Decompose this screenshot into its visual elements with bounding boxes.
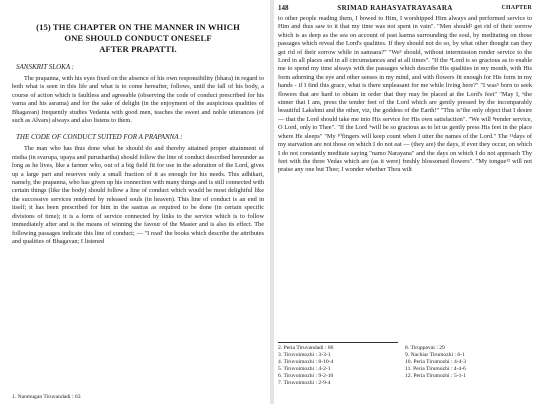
section-heading: THE CODE OF CONDUCT SUITED FOR A PRAPANNA : [16, 133, 183, 142]
chapter-heading-line: ONE SHOULD CONDUCT ONESELF [64, 33, 212, 43]
footnote: 11. Peria Tirumozhi : 4-4-6 [405, 366, 466, 373]
footnotes [12, 394, 81, 401]
footnote: 9. Nachiar Tirumozhi : 6-1 [405, 352, 465, 359]
footnote: 3. Tiruvoimozhi : 3-3-1 [278, 352, 331, 359]
footnote: 10. Peria Tirumozhi : 4-4-3 [405, 359, 467, 366]
footnote: 8. Tiruppavai : 29 [405, 345, 445, 351]
footnotes [278, 339, 532, 388]
page-number: 148 [278, 4, 289, 12]
running-title: SRIMAD RAHASYATRAYASARA [337, 4, 453, 12]
right-page [274, 0, 540, 404]
chapter-heading-line: (15) THE CHAPTER ON THE MANNER IN WHICH [36, 22, 240, 32]
sloka-paragraph: The prapanna, with his eyes fixed on the absence of his own responsibility (bhara) in regard to both what is seen in this life and what is to come hereafter, follows, until the fall of his body, a course of action which is faultless and agreeable (observing the code of conduct prescribed for his varna and his asrama) and for the sake of delight (in the enjoyment of the auspicious qualities of Bhagavan) frequently studies Vedanta with good men, teaches the sweet and noble utterances (of such as Alvars) always and also listens to them. [12, 75, 264, 125]
footnote: 7. Tiruvoimozhi : 2-9-4 [278, 380, 331, 387]
footnote: 1. Nanmugan Tiruvandadi : 63 [12, 394, 81, 400]
footnote: 6. Tiruvoimozhi : 9-2-10 [278, 373, 334, 380]
footnote-column-right [405, 345, 532, 388]
chapter-heading-line: AFTER PRAPATTI. [99, 44, 177, 54]
footnote: 4. Tiruvoimozhi : 8-10-4 [278, 359, 334, 366]
running-head [278, 4, 532, 13]
footnote: 12. Peria Tirumozhi : 5-1-1 [405, 373, 467, 380]
body-paragraph: to other people reading them, I bowed to Him, I worshipped Him always and performed service to Him and thus saw to it that my time was not spent in vain". "Men should² get rid of their sorrow which is as deep as the sea on account of past karma surrounding the soul, by meditating on those passages which reveal the Lord's qualities. If they should not do so, by what other thought can they get rid of their sorrow while in samsara?" "We³ should, without intermission render service to the Lord in all places and in all circumstances and at all times". "If the ⁴Lord is so gracious as to enable me to spend my time always with the passages which describe His qualities in my mouth, with His form adorning the eye and other senses in my mind, and with flowers fit enough for His form in my hands - if I find this grace, what is there unpleasant for me while living here?" "I was⁵ born to seek flowers that are hard to obtain in order that they may be placed at the Lord's feet" "May I, ⁶the sinner that I am, press the tender feet of the Lord which are gently pressed by the incomparably beautiful Lakshmi and the other, viz, the goddess of the Earth!" "This is⁷the only object that I desire — that the Lord should take me into His service for His own satisfaction". "We will ⁸render service, O Lord, only to Thee". "If the Lord ⁹will be so gracious as to let us gently press His feet in the place where He sleeps" "My ¹⁰fingers will keep count when I utter the names of the Lord." The ¹¹days of my starvation are not those on which I do not eat — (they are) the days, if ever they occur, on which I do not constantly meditate saying "namo Narayana" and the days on which I do not approach Thy feet with the three Vedas which are (as it were) freshly blossomed flowers". "My tongue¹² will not praise any one but Thee; I wonder whether Thou wilt [278, 15, 532, 174]
footnote-rule [278, 342, 398, 343]
footnote-grid [278, 345, 532, 388]
running-chapter: CHAPTER [501, 5, 532, 11]
sloka-heading: SANSKRIT SLOKA : [16, 63, 75, 71]
body-paragraph: The man who has thus done what he should do and thereby attained proper attainment of nistha (in svarupa, upaya and purushartha) should follow the line of conduct described hereunder as long as he lives, like a farmer who, out of a big field fit for use in the adoration of the Lord, gives up a large part and reserves only a small fraction of it as enough for his needs. This adhikari, namely, the prapanna, who has given up his connection with many things and is still connected with certain things (like the body) should follow a line of conduct which would be most delightful like the successive services rendered by released souls (in heaven). This line of conduct is an end in itself; it has been prescribed for him in the sastras as required to be done (in certain specific divisions of time); it is a form of service connected by links to the service which is to follow immediately after and is the means of winning the favour of the Master and is also its effect. The following passages indicate this line of conduct; — "I read' the books which describe the attributes and qualities of Bhagavan; I listened [12, 145, 264, 245]
footnote-column-left [278, 345, 405, 388]
footnote: 5. Tiruvoimozhi : 4-2-1 [278, 366, 331, 373]
chapter-heading [12, 22, 264, 55]
footnote: 2. Peria Tiruvandadi : 86 [278, 345, 334, 351]
